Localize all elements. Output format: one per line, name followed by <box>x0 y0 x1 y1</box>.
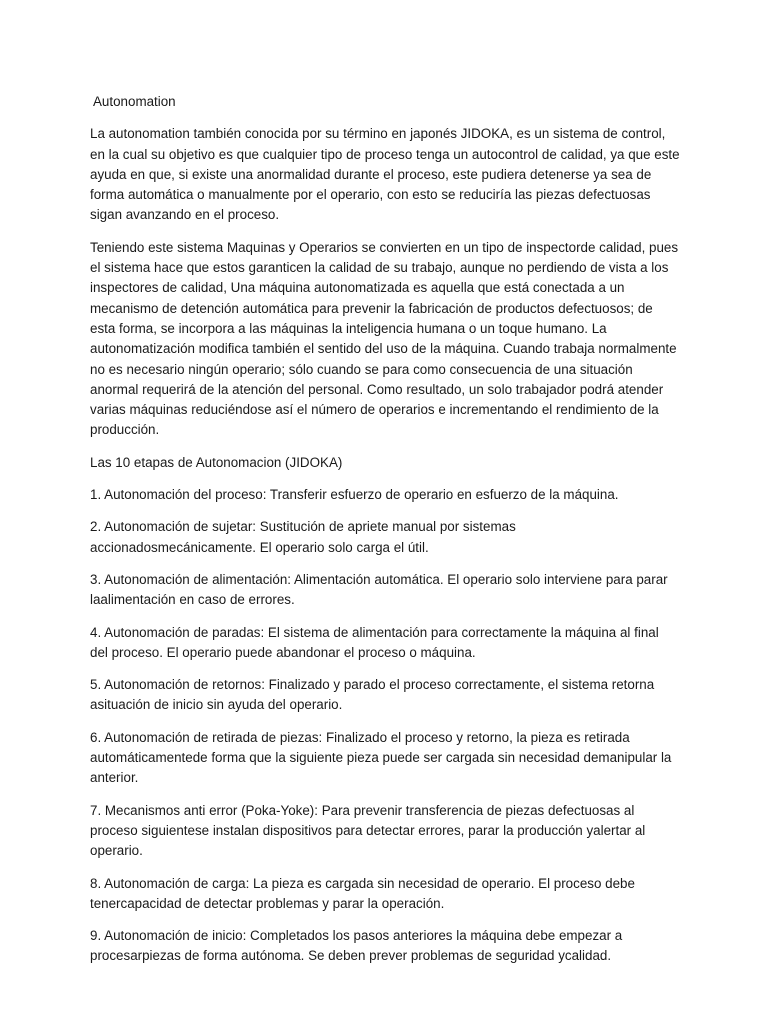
list-item: 9. Autonomación de inicio: Completados los pasos anteriores la máquina debe empezar a procesarpiezas de forma autónoma. Se deben prever problemas de seguridad ycalidad. <box>90 928 623 964</box>
list-item: 6. Autonomación de retirada de piezas: Finalizado el proceso y retorno, la pieza es retirada automáticamentede forma que la siguiente pieza puede ser cargada sin necesidad demanipular la anterior. <box>90 729 672 786</box>
list-item: 4. Autonomación de paradas: El sistema de alimentación para correctamente la máquina al final del proceso. El operario puede abandonar el proceso o máquina. <box>90 624 659 660</box>
paragraph-description: Teniendo este sistema Maquinas y Operarios se convierten en un tipo de inspectorde calidad, pues el sistema hace que estos garanticen la calidad de su trabajo, aunque no perdiendo de vista a los inspectores de calidad, Una máquina autonomatizada es aquella que está conectada a un mecanismo de detención automática para prevenir la fabricación de productos defectuosos; de esta forma, se incorpora a las máquinas la inteligencia humana o un toque humano. La autonomatización modifica también el sentido del uso de la máquina. Cuando trabaja normalmente no es necesario ningún operario; sólo cuando se para como consecuencia de una situación anormal requerirá de la atención del personal. Como resultado, un solo trabajador podrá atender varias máquinas reduciéndose así el número de operarios e incrementando el rendimiento de la producción. <box>90 239 679 438</box>
list-item: 1. Autonomación del proceso: Transferir esfuerzo de operario en esfuerzo de la máquina. <box>90 487 619 503</box>
list-item: 3. Autonomación de alimentación: Alimentación automática. El operario solo interviene para parar laalimentación en caso de errores. <box>90 571 668 608</box>
list-item: 8. Autonomación de carga: La pieza es cargada sin necesidad de operario. El proceso debe tenercapacidad de detectar problemas y parar la operación. <box>90 875 635 911</box>
document-body <box>90 92 680 979</box>
steps-list <box>90 485 680 967</box>
list-item: 7. Mecanismos anti error (Poka-Yoke): Para prevenir transferencia de piezas defectuosas al proceso siguientese instalan dispositivos para detectar errores, parar la producción yalertar al operario. <box>90 802 646 859</box>
list-item: 5. Autonomación de retornos: Finalizado y parado el proceso correctamente, el sistema retorna asituación de inicio sin ayuda del operario. <box>90 677 655 713</box>
steps-heading: Las 10 etapas de Autonomacion (JIDOKA) <box>90 454 343 470</box>
list-item: 2. Autonomación de sujetar: Sustitución de apriete manual por sistemas accionadosmecánicamente. El operario solo carga el útil. <box>90 519 516 555</box>
document-title: Autonomation <box>93 94 176 109</box>
paragraph-intro: La autonomation también conocida por su término en japonés JIDOKA, es un sistema de control, en la cual su objetivo es que cualquier tipo de proceso tenga un autocontrol de calidad, ya que este ayuda en que, si existe una anormalidad durante el proceso, este pudiera detenerse ya sea de forma automática o manualmente por el operario, con esto se reduciría las piezas defectuosas sigan avanzando en el proceso. <box>90 126 680 223</box>
